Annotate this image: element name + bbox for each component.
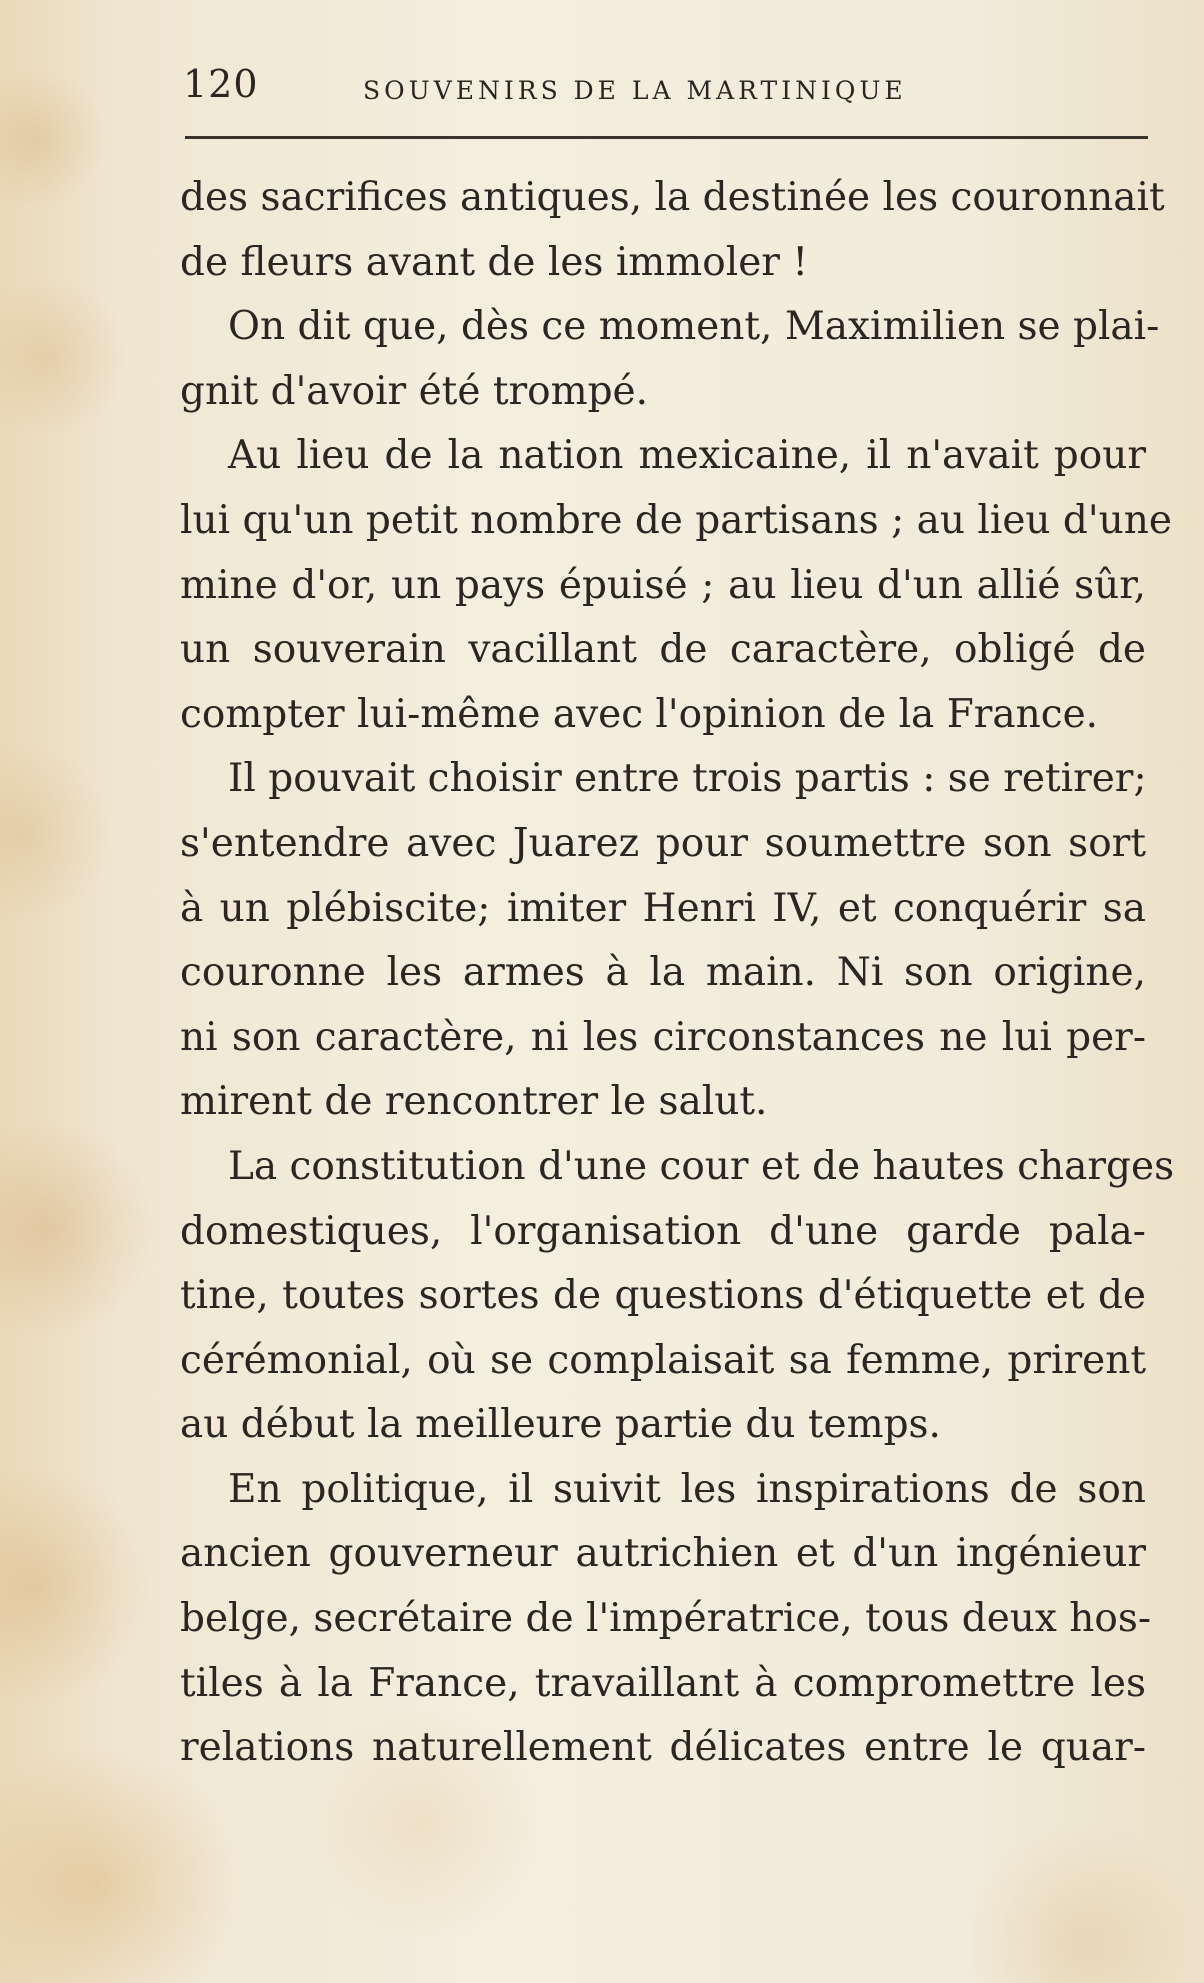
header-rule	[185, 136, 1148, 139]
text-line: ancien gouverneur autrichien et d'un ingénieur	[180, 1531, 1146, 1577]
text-line: de fleurs avant de les immoler !	[180, 239, 809, 285]
text-line: relations naturellement délicates entre le quar-	[180, 1725, 1146, 1771]
text-line: compter lui-même avec l'opinion de la France.	[180, 691, 1099, 737]
text-line: cérémonial, où se complaisait sa femme, prirent	[180, 1337, 1146, 1383]
body-text	[180, 166, 1175, 1781]
text-line: au début la meilleure partie du temps.	[180, 1402, 941, 1448]
running-title: SOUVENIRS DE LA MARTINIQUE	[363, 76, 907, 105]
text-line: belge, secrétaire de l'impératrice, tous deux hos-	[180, 1596, 1152, 1642]
text-line: tiles à la France, travaillant à compromettre les	[180, 1660, 1146, 1706]
text-line: ni son caractère, ni les circonstances ne lui per-	[180, 1014, 1146, 1060]
text-line: mirent de rencontrer le salut.	[180, 1079, 768, 1125]
text-line: lui qu'un petit nombre de partisans ; au lieu d'une	[180, 497, 1172, 543]
text-line: On dit que, dès ce moment, Maximilien se plai-	[228, 304, 1160, 350]
text-line: à un plébiscite; imiter Henri IV, et conquérir sa	[180, 885, 1146, 931]
running-head	[183, 62, 1145, 118]
text-line: s'entendre avec Juarez pour soumettre son sort	[180, 820, 1146, 866]
text-line: couronne les armes à la main. Ni son origine,	[180, 950, 1146, 996]
text-line: tine, toutes sortes de questions d'étiquette et de	[180, 1273, 1146, 1319]
text-line: des sacrifices antiques, la destinée les couronnait	[180, 175, 1165, 220]
text-line: Au lieu de la nation mexicaine, il n'avait pour	[228, 433, 1146, 479]
text-line: domestiques, l'organisation d'une garde pala-	[180, 1208, 1146, 1254]
text-line: un souverain vacillant de caractère, obligé de	[180, 627, 1146, 673]
text-line: Il pouvait choisir entre trois partis : se retirer;	[228, 756, 1147, 802]
text-line: En politique, il suivit les inspirations de son	[228, 1466, 1146, 1512]
text-line: mine d'or, un pays épuisé ; au lieu d'un allié sûr,	[180, 562, 1146, 608]
text-line: La constitution d'une cour et de hautes charges	[228, 1143, 1175, 1189]
page-number: 120	[183, 62, 259, 106]
text-line: gnit d'avoir été trompé.	[180, 368, 649, 414]
